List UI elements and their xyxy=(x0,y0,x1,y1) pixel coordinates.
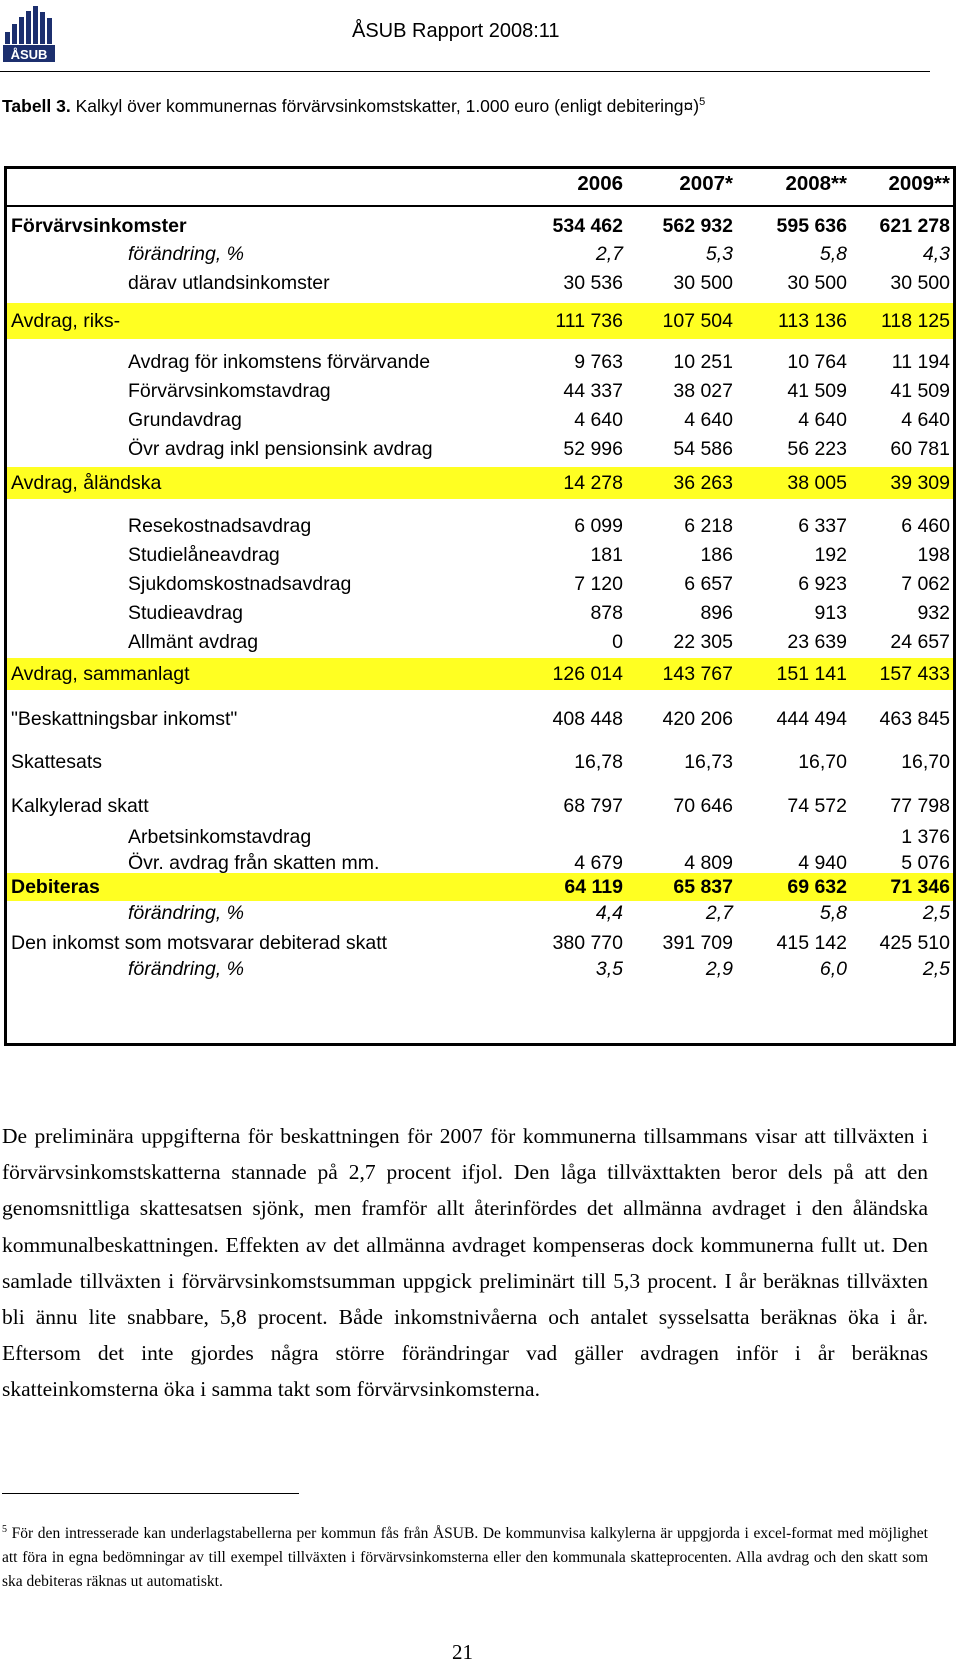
cell: 54 586 xyxy=(673,438,733,460)
cell: 380 770 xyxy=(552,932,623,954)
row-label: Övr avdrag inkl pensionsink avdrag xyxy=(128,438,433,460)
cell: 69 632 xyxy=(787,876,847,898)
cell: 198 xyxy=(917,544,950,566)
row-label: Allmänt avdrag xyxy=(128,631,259,653)
cell: 44 337 xyxy=(563,380,623,402)
cell: 2,5 xyxy=(922,958,950,980)
cell: 1 376 xyxy=(901,826,950,848)
table-row xyxy=(7,874,953,900)
cell: 4 640 xyxy=(684,409,733,431)
row-label: därav utlandsinkomster xyxy=(128,272,330,294)
cell: 38 005 xyxy=(787,472,847,494)
cell: 111 736 xyxy=(555,310,623,332)
table-row xyxy=(7,241,953,267)
cell: 595 636 xyxy=(776,215,847,237)
table-title-footnote-ref: 5 xyxy=(699,96,706,109)
cell: 7 062 xyxy=(901,573,950,595)
cell: 913 xyxy=(814,602,847,624)
page-number: 21 xyxy=(452,1640,473,1664)
table-title xyxy=(2,96,705,117)
cell: 30 500 xyxy=(673,272,733,294)
cell: 70 646 xyxy=(673,795,733,817)
cell: 3,5 xyxy=(595,958,623,980)
asub-logo xyxy=(2,2,58,62)
cell: 186 xyxy=(700,544,733,566)
cell: 192 xyxy=(814,544,847,566)
cell: 6 099 xyxy=(574,515,623,537)
table-row xyxy=(7,270,953,296)
cell: 4 809 xyxy=(684,852,733,874)
cell: 65 837 xyxy=(673,876,733,898)
cell: 2,7 xyxy=(705,902,733,924)
cell: 30 500 xyxy=(890,272,950,294)
cell: 113 136 xyxy=(777,310,847,332)
cell: 60 781 xyxy=(890,438,950,460)
cell: 118 125 xyxy=(880,310,950,332)
row-label: Studieavdrag xyxy=(128,602,243,624)
row-label: Skattesats xyxy=(11,751,103,773)
year-header: 2007* xyxy=(679,172,733,195)
cell: 2,5 xyxy=(922,902,950,924)
row-label: Avdrag för inkomstens förvärvande xyxy=(128,351,431,373)
cell: 4 940 xyxy=(798,852,847,874)
cell: 157 433 xyxy=(879,663,950,685)
row-label: Övr. avdrag från skatten mm. xyxy=(128,852,380,874)
year-header: 2006 xyxy=(577,172,623,195)
table-row xyxy=(7,470,953,496)
table-row xyxy=(7,706,953,732)
cell: 22 305 xyxy=(673,631,733,653)
row-label: Den inkomst som motsvarar debiterad skatt xyxy=(11,932,388,954)
table-row xyxy=(7,436,953,462)
table-row xyxy=(7,308,953,334)
table-row xyxy=(7,213,953,239)
row-label: Grundavdrag xyxy=(128,409,242,431)
footnote xyxy=(2,1522,928,1594)
row-label: Förvärvsinkomstavdrag xyxy=(128,380,331,402)
cell: 36 263 xyxy=(673,472,733,494)
row-label: Arbetsinkomstavdrag xyxy=(128,826,312,848)
cell: 7 120 xyxy=(574,573,623,595)
cell: 126 014 xyxy=(552,663,623,685)
cell: 4,4 xyxy=(595,902,623,924)
cell: 143 767 xyxy=(662,663,733,685)
cell: 6 460 xyxy=(901,515,950,537)
cell: 932 xyxy=(917,602,950,624)
cell: 463 845 xyxy=(879,708,950,730)
cell: 391 709 xyxy=(662,932,733,954)
cell: 74 572 xyxy=(787,795,847,817)
table-row xyxy=(7,542,953,568)
cell: 24 657 xyxy=(890,631,950,653)
cell: 878 xyxy=(590,602,623,624)
cell: 4 679 xyxy=(574,852,623,874)
cell: 6,0 xyxy=(819,958,847,980)
cell: 562 932 xyxy=(662,215,733,237)
table-row xyxy=(7,349,953,375)
cell: 181 xyxy=(590,544,623,566)
cell: 38 027 xyxy=(673,380,733,402)
cell: 30 536 xyxy=(563,272,623,294)
footnote-text: För den intresserade kan underlagstabellerna per kommun fås från ÅSUB. De kommunvisa kalkylerna är uppgjorda i excel-format med möjlighet att föra in egna bedömningar av till exempel tillväxten i förvärvsinkomsterna eller den kommunala skatteprocenten. Alla avdrag och den skatt som ska debiteras räknas ut automatiskt. xyxy=(2,1525,928,1590)
cell: 107 504 xyxy=(662,310,733,332)
cell: 534 462 xyxy=(552,215,623,237)
cell: 0 xyxy=(612,631,623,653)
cell: 415 142 xyxy=(776,932,847,954)
cell: 11 194 xyxy=(891,351,950,373)
cell: 16,70 xyxy=(798,751,847,773)
table-header-row xyxy=(7,171,953,197)
cell: 6 218 xyxy=(684,515,733,537)
table-row xyxy=(7,513,953,539)
row-label: Debiteras xyxy=(11,876,100,898)
cell: 14 278 xyxy=(563,472,623,494)
cell: 10 251 xyxy=(673,351,733,373)
cell: 6 337 xyxy=(798,515,847,537)
table-row xyxy=(7,749,953,775)
cell: 6 657 xyxy=(684,573,733,595)
year-header: 2008** xyxy=(785,172,847,195)
cell: 4 640 xyxy=(574,409,623,431)
row-label: förändring, % xyxy=(128,958,244,980)
table-row xyxy=(7,629,953,655)
table-title-text: Kalkyl över kommunernas förvärvsinkomstskatter, 1.000 euro (enligt debitering¤) xyxy=(70,96,700,116)
cell: 56 223 xyxy=(787,438,847,460)
row-label: Avdrag, riks- xyxy=(11,310,121,332)
header-rule xyxy=(0,71,930,72)
cell: 621 278 xyxy=(879,215,950,237)
table-title-number: Tabell 3. xyxy=(2,96,71,116)
cell: 9 763 xyxy=(574,351,623,373)
table-row xyxy=(7,407,953,433)
table-row xyxy=(7,850,953,876)
table-row xyxy=(7,661,953,687)
cell: 420 206 xyxy=(662,708,733,730)
row-label: Avdrag, sammanlagt xyxy=(11,663,190,685)
cell: 2,7 xyxy=(595,243,623,265)
cell: 10 764 xyxy=(787,351,847,373)
table-row xyxy=(7,824,953,850)
cell: 23 639 xyxy=(787,631,847,653)
cell: 77 798 xyxy=(890,795,950,817)
cell: 4,3 xyxy=(922,243,950,265)
cell: 41 509 xyxy=(890,380,950,402)
cell: 425 510 xyxy=(879,932,950,954)
cell: 68 797 xyxy=(563,795,623,817)
cell: 71 346 xyxy=(890,876,950,898)
row-label: Sjukdomskostnadsavdrag xyxy=(128,573,352,595)
row-label: Kalkylerad skatt xyxy=(11,795,149,817)
cell: 6 923 xyxy=(798,573,847,595)
year-header: 2009** xyxy=(888,172,950,195)
footnote-number: 5 xyxy=(2,1523,7,1535)
cell: 4 640 xyxy=(901,409,950,431)
report-label: ÅSUB Rapport 2008:11 xyxy=(352,20,560,42)
table-row xyxy=(7,956,953,982)
cell: 5,8 xyxy=(819,902,847,924)
cell: 16,70 xyxy=(901,751,950,773)
logo-text: ÅSUB xyxy=(10,47,48,62)
cell: 408 448 xyxy=(552,708,623,730)
row-label: Förvärvsinkomster xyxy=(11,215,187,237)
table-row xyxy=(7,900,953,926)
body-paragraph: De preliminära uppgifterna för beskattningen för 2007 för kommunerna tillsammans visar att tillväxten i förvärvsinkomstskatterna stannade på 2,7 procent ifjol. Den låga tillväxttakten beror dels på att den genomsnittliga skattesatsen sjönk, men framför allt återinfördes det allmänna avdraget i den åländska kommunalbeskattningen. Effekten av det allmänna avdraget kompenseras dock kommunerna fullt ut. Den samlade tillväxten i förvärvsinkomstsumman uppgick preliminärt till 5,3 procent. I år beräknas tillväxten bli ännu lite snabbare, 5,8 procent. Både inkomstnivåerna och antalet sysselsatta beräknas öka i år. Eftersom det inte gjordes några större förändringar vad gäller avdragen inför i år beräknas skatteinkomsterna öka i samma takt som förvärvsinkomsterna. xyxy=(2,1124,928,1402)
cell: 30 500 xyxy=(787,272,847,294)
table-row xyxy=(7,378,953,404)
row-label: Avdrag, åländska xyxy=(11,472,162,494)
footnote-rule xyxy=(2,1493,299,1494)
row-label: "Beskattningsbar inkomst" xyxy=(11,708,238,730)
table-header-rule xyxy=(7,205,953,207)
table-row xyxy=(7,793,953,819)
row-label: Studielåneavdrag xyxy=(128,544,280,566)
cell: 444 494 xyxy=(776,708,847,730)
cell: 39 309 xyxy=(890,472,950,494)
cell: 16,73 xyxy=(684,751,733,773)
row-label: förändring, % xyxy=(128,243,244,265)
table-row xyxy=(7,600,953,626)
cell: 2,9 xyxy=(705,958,733,980)
cell: 5,3 xyxy=(705,243,733,265)
row-label: Resekostnadsavdrag xyxy=(128,515,312,537)
table-row xyxy=(7,571,953,597)
tax-calculation-table xyxy=(4,166,956,1046)
cell: 41 509 xyxy=(787,380,847,402)
cell: 151 141 xyxy=(776,663,847,685)
cell: 4 640 xyxy=(798,409,847,431)
cell: 5 076 xyxy=(901,852,950,874)
cell: 896 xyxy=(700,602,733,624)
table-row xyxy=(7,930,953,956)
cell: 64 119 xyxy=(564,876,623,898)
cell: 16,78 xyxy=(574,751,623,773)
row-label: förändring, % xyxy=(128,902,244,924)
cell: 5,8 xyxy=(819,243,847,265)
cell: 52 996 xyxy=(563,438,623,460)
